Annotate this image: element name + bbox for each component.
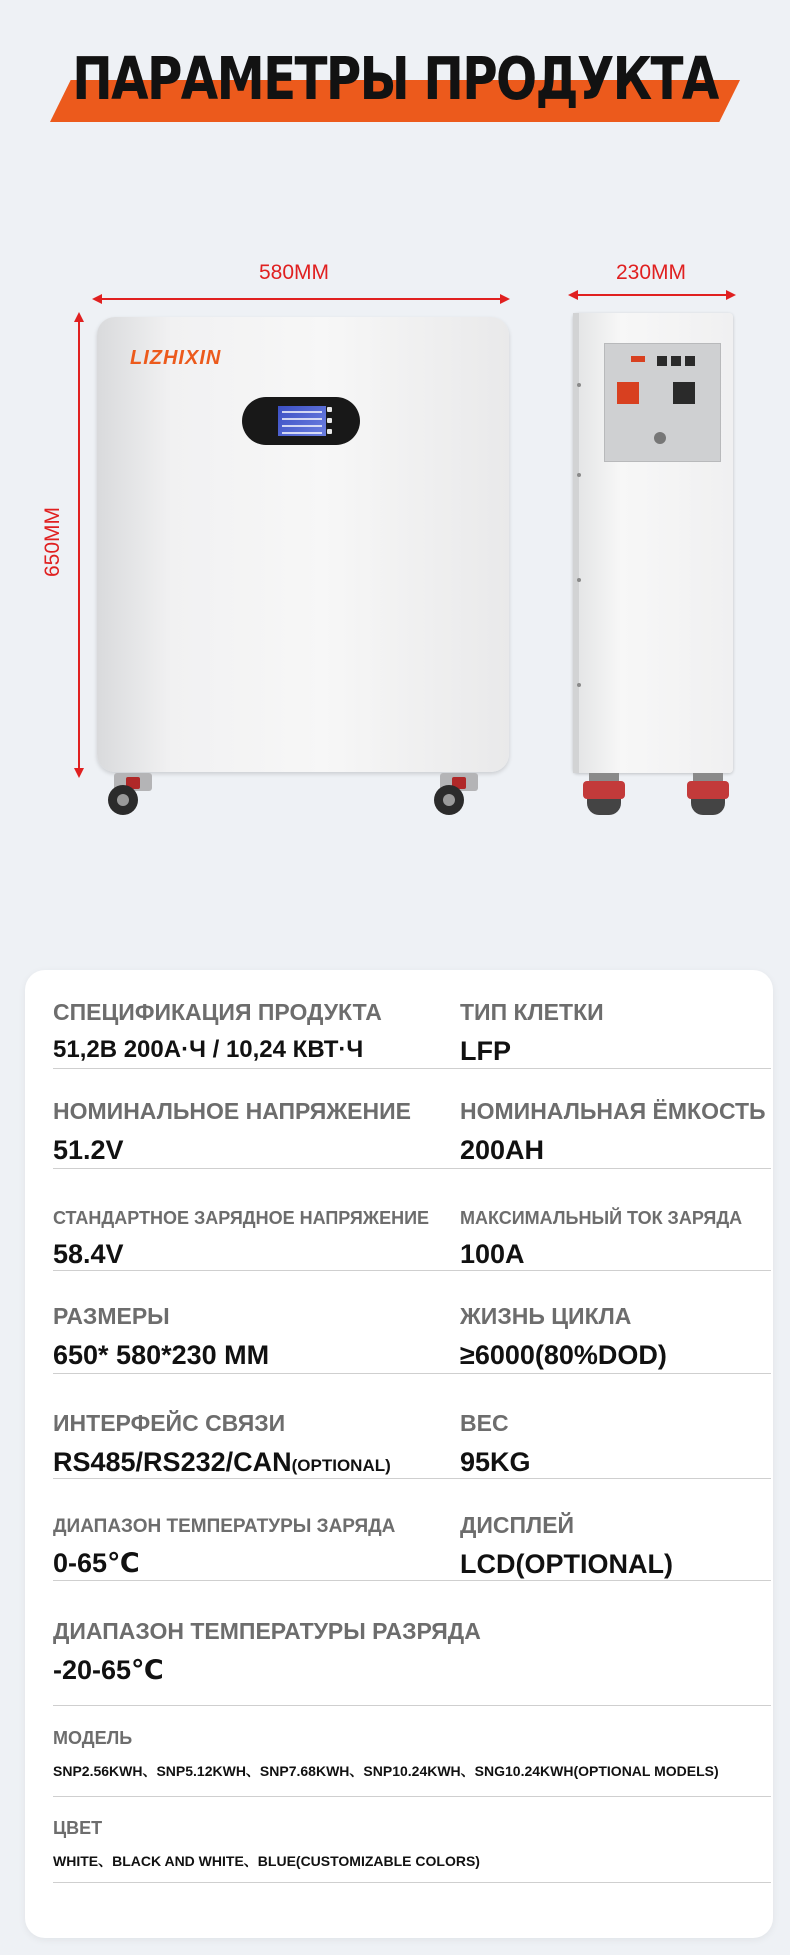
divider [53, 1373, 771, 1374]
lcd-button [327, 429, 332, 434]
power-switch-icon [654, 432, 666, 444]
spec-charge-temp [53, 1516, 395, 1579]
port-panel [604, 343, 721, 462]
spec-max-current [460, 1208, 742, 1270]
divider [53, 1796, 771, 1797]
spec-value: -20-65℃ [53, 1655, 164, 1685]
height-dimension-line [78, 320, 80, 772]
width-label: 580MM [259, 261, 330, 284]
divider [53, 1270, 771, 1271]
spec-nominal-voltage [53, 1098, 411, 1166]
spec-weight [460, 1410, 531, 1478]
positive-terminal-icon [617, 382, 639, 404]
divider [53, 1478, 771, 1479]
spec-label: СТАНДАРТНОЕ ЗАРЯДНОЕ НАПРЯЖЕНИЕ [53, 1208, 430, 1228]
caster-wheel-icon [430, 773, 484, 817]
negative-terminal-icon [673, 382, 695, 404]
spec-card [25, 970, 773, 1938]
spec-value: 100A [460, 1239, 525, 1269]
arrow-left-icon [92, 294, 102, 304]
arrow-left-icon [568, 290, 578, 300]
spec-model [53, 1728, 719, 1781]
spec-value: 0-65℃ [53, 1548, 140, 1578]
divider [53, 1882, 771, 1883]
spec-label: РАЗМЕРЫ [53, 1303, 170, 1329]
caster-foot-icon [687, 773, 729, 821]
spec-value: ≥6000(80%DOD) [460, 1340, 667, 1370]
spec-label: ТИП КЛЕТКИ [460, 999, 604, 1025]
spec-interface [53, 1410, 391, 1478]
battery-front-view [97, 317, 509, 772]
spec-value: 95KG [460, 1447, 531, 1477]
caster-foot-icon [583, 773, 625, 821]
battery-side-view [573, 313, 733, 773]
spec-label: ДИАПАЗОН ТЕМПЕРАТУРЫ ЗАРЯДА [53, 1516, 396, 1537]
divider [53, 1705, 771, 1706]
spec-label: ДИСПЛЕЙ [460, 1512, 575, 1538]
depth-dimension-line [576, 294, 730, 296]
status-indicator-icon [631, 356, 645, 362]
divider [53, 1068, 771, 1069]
spec-label: ЖИЗНЬ ЦИКЛА [460, 1303, 632, 1329]
spec-label: НОМИНАЛЬНОЕ НАПРЯЖЕНИЕ [53, 1098, 411, 1124]
arrow-up-icon [74, 312, 84, 322]
lcd-button [327, 418, 332, 423]
comm-port-icon [671, 356, 681, 366]
spec-label: ВЕС [460, 1410, 509, 1436]
spec-cycle-life [460, 1303, 667, 1371]
arrow-right-icon [500, 294, 510, 304]
comm-port-icon [657, 356, 667, 366]
spec-color [53, 1818, 480, 1871]
spec-cell-type [460, 999, 604, 1067]
spec-nominal-capacity [460, 1098, 766, 1166]
spec-discharge-temp [53, 1618, 481, 1686]
spec-label: ИНТЕРФЕЙС СВЯЗИ [53, 1410, 286, 1436]
caster-wheel-icon [104, 773, 158, 817]
spec-dimensions [53, 1303, 269, 1371]
depth-label: 230MM [616, 261, 687, 284]
spec-label: СПЕЦИФИКАЦИЯ ПРОДУКТА [53, 999, 382, 1025]
spec-label: МОДЕЛЬ [53, 1728, 133, 1748]
arrow-down-icon [74, 768, 84, 778]
spec-label: НОМИНАЛЬНАЯ ЁМКОСТЬ [460, 1098, 766, 1124]
comm-port-icon [685, 356, 695, 366]
page-title: ПАРАМЕТРЫ ПРОДУКТА [72, 44, 718, 113]
arrow-right-icon [726, 290, 736, 300]
spec-value: LCD(OPTIONAL) [460, 1549, 673, 1579]
divider [53, 1580, 771, 1581]
spec-value: 51,2В 200А·Ч / 10,24 КВТ·Ч [53, 1036, 364, 1063]
spec-product [53, 999, 382, 1064]
spec-value: LFP [460, 1036, 511, 1066]
spec-value: 200AH [460, 1135, 545, 1165]
spec-value: SNP2.56KWH、SNP5.12KWH、SNP7.68KWH、SNP10.24KWH、SNG10.24KWH(OPTIONAL MODELS) [53, 1763, 719, 1779]
lcd-screen [278, 406, 326, 436]
spec-label: МАКСИМАЛЬНЫЙ ТОК ЗАРЯДА [460, 1208, 743, 1228]
brand-logo: LIZHIXIN [130, 347, 222, 369]
divider [53, 1168, 771, 1169]
spec-value: WHITE、BLACK AND WHITE、BLUE(CUSTOMIZABLE COLORS) [53, 1853, 480, 1869]
lcd-panel [242, 397, 360, 445]
spec-display [460, 1512, 673, 1580]
height-label: 650MM [41, 506, 65, 578]
spec-value: RS485/RS232/CAN(OPTIONAL) [53, 1447, 391, 1477]
width-dimension-line [100, 298, 505, 300]
spec-label: ДИАПАЗОН ТЕМПЕРАТУРЫ РАЗРЯДА [53, 1618, 481, 1644]
spec-value: 51.2V [53, 1135, 124, 1165]
spec-charge-voltage [53, 1208, 429, 1270]
lcd-button [327, 407, 332, 412]
spec-label: ЦВЕТ [53, 1818, 103, 1838]
spec-value: 58.4V [53, 1239, 124, 1269]
spec-value: 650* 580*230 MM [53, 1340, 270, 1370]
